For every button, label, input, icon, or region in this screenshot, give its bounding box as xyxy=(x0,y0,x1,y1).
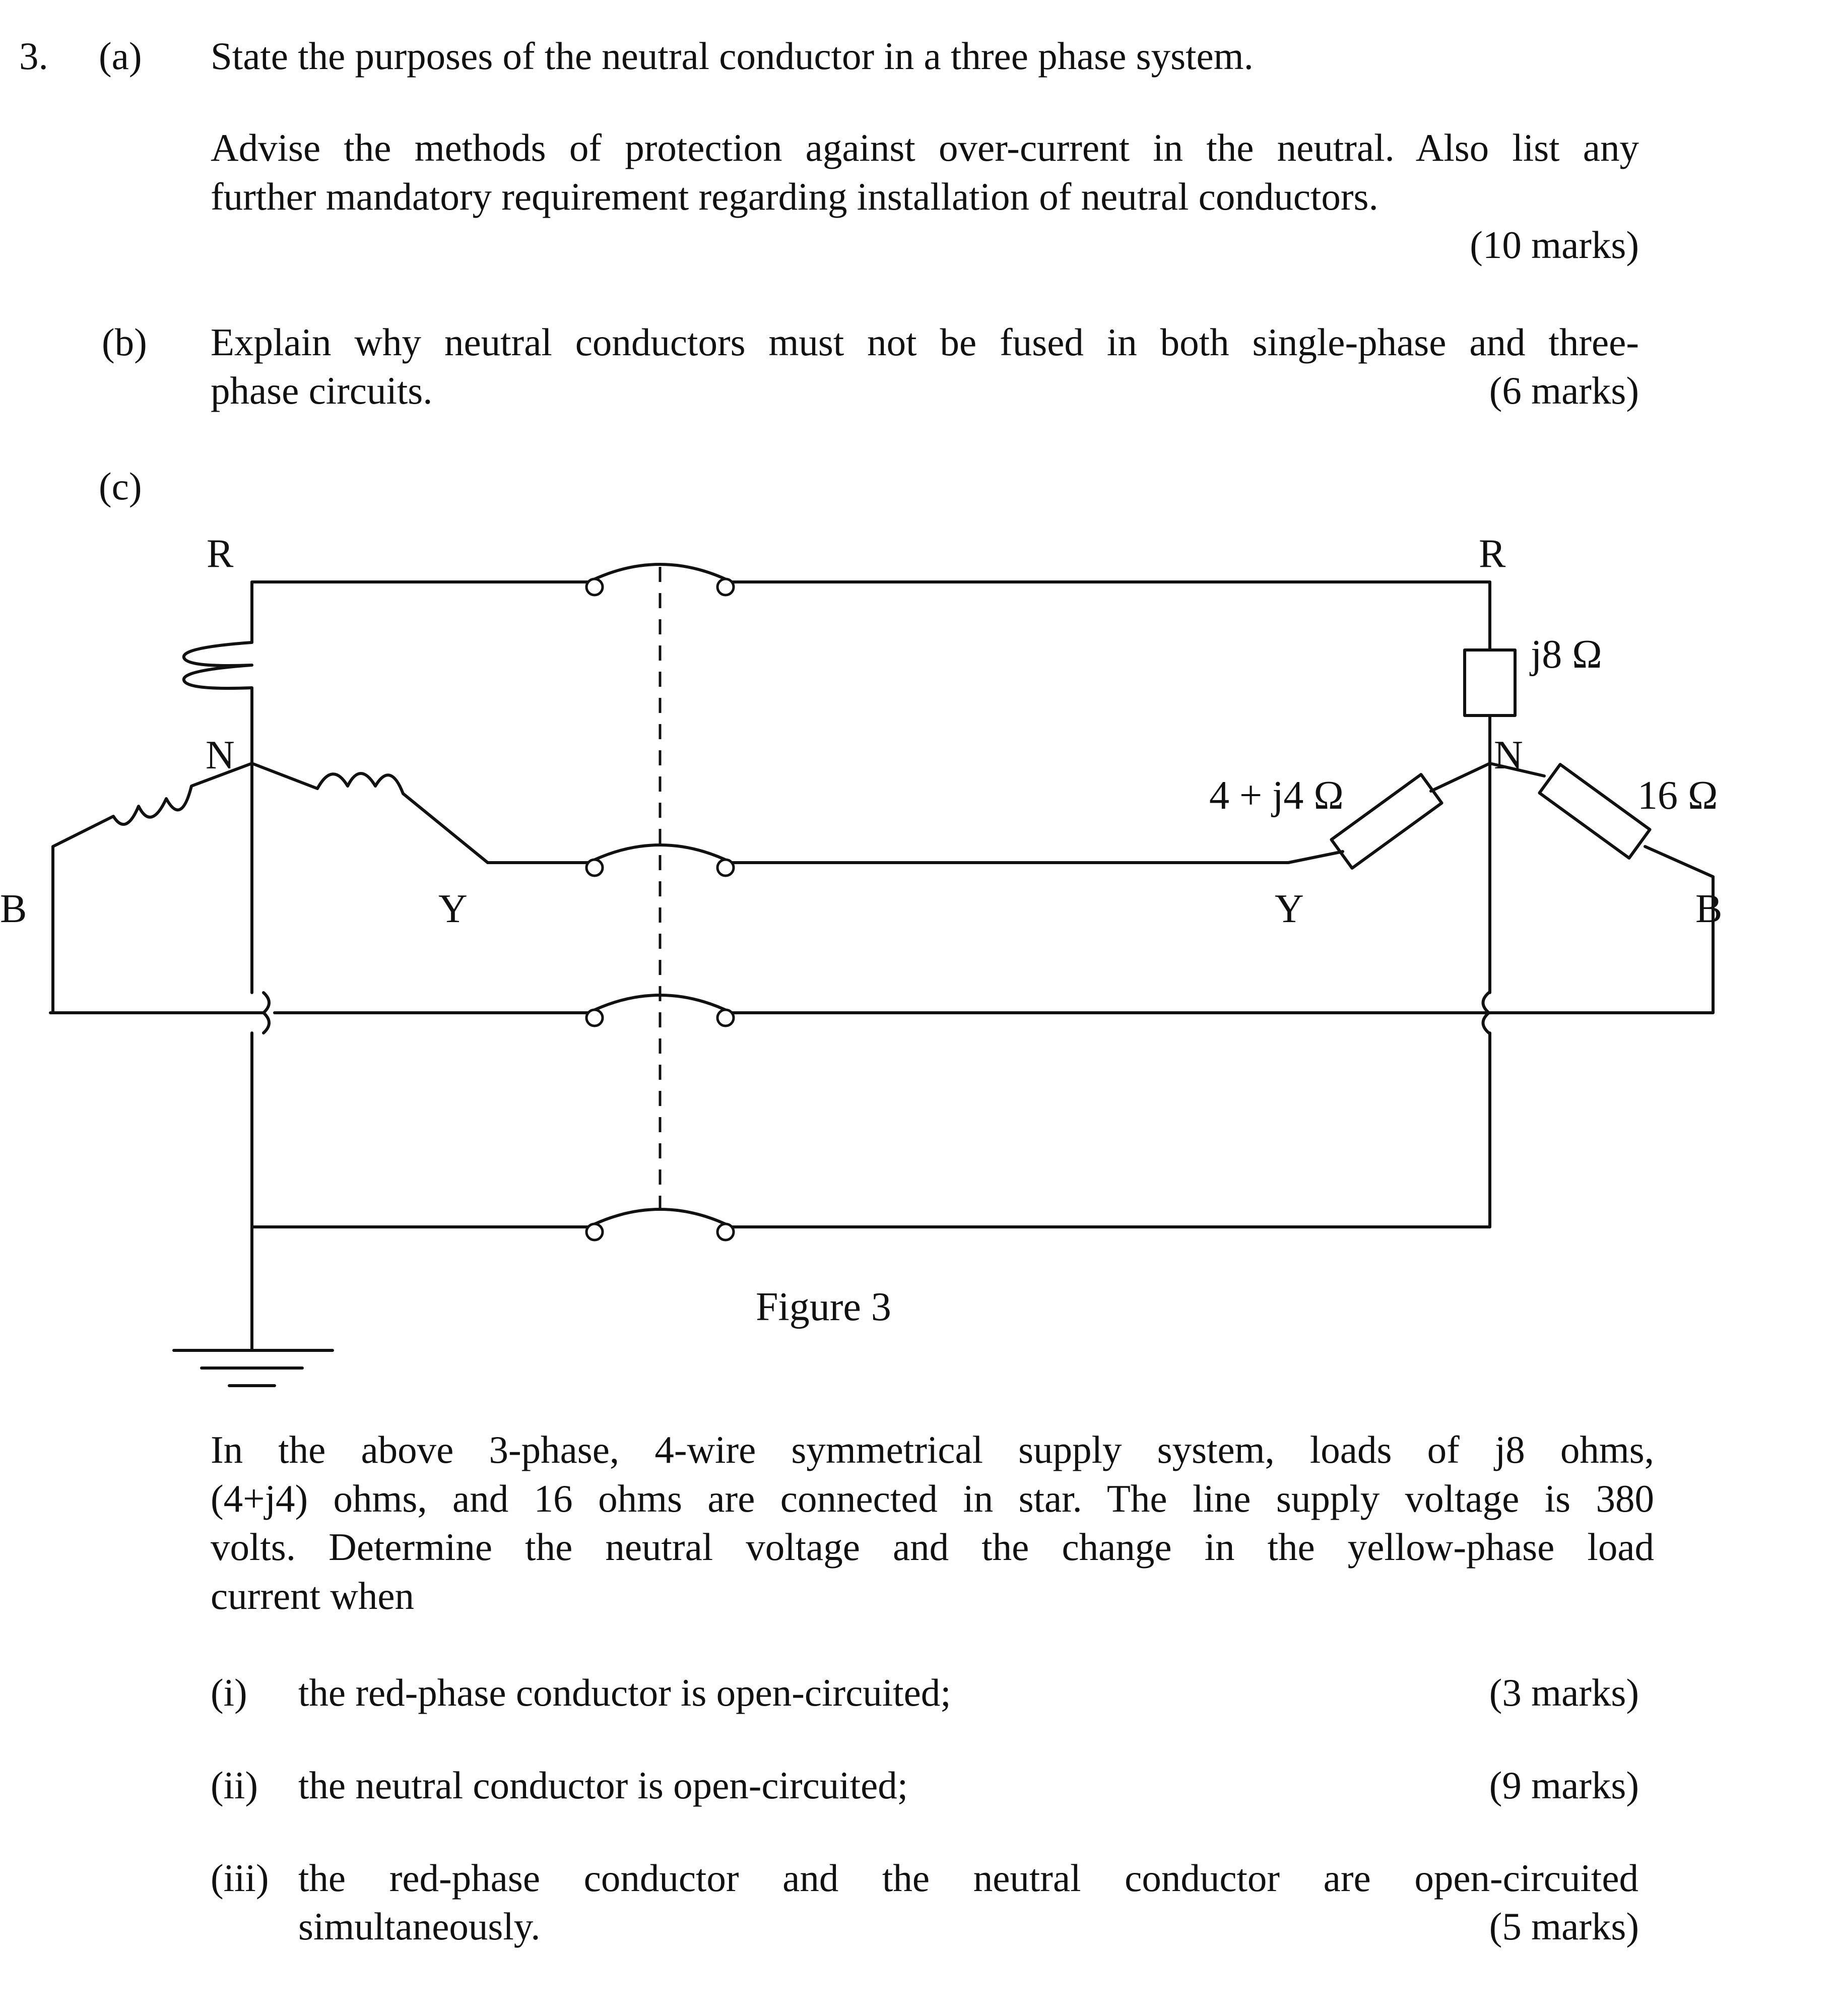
supply-y-label: Y xyxy=(438,887,468,931)
item-iii-text-line-1: the red-phase conductor and the neutral conductor are open-circuited xyxy=(298,1856,1638,1900)
part-c-para-line-2: (4+j4) ohms, and 16 ohms are connected in star. The line supply voltage is 380 xyxy=(211,1477,1654,1520)
load-r-label: R xyxy=(1479,532,1506,576)
part-a-label: (a) xyxy=(99,34,142,78)
part-a-line-2: Advise the methods of protection against over-current in the neutral. Also list any xyxy=(211,126,1639,169)
item-i-text: the red-phase conductor is open-circuited; xyxy=(298,1671,951,1714)
item-ii-marks: (9 marks) xyxy=(1489,1764,1639,1807)
supply-n-label: N xyxy=(206,733,235,777)
load-red-impedance xyxy=(1465,650,1515,716)
part-c-para-line-4: current when xyxy=(211,1574,415,1617)
item-iii-text-line-2: simultaneously. xyxy=(298,1905,541,1948)
supply-blue-winding xyxy=(53,763,252,1013)
switch-contact xyxy=(717,860,734,876)
item-i-number: (i) xyxy=(211,1671,247,1714)
part-c-label: (c) xyxy=(99,465,142,508)
part-b-marks: (6 marks) xyxy=(1489,369,1639,412)
part-a-marks: (10 marks) xyxy=(1470,223,1639,267)
switch-contact xyxy=(586,1224,603,1240)
part-a-line-1: State the purposes of the neutral conductor in a three phase system. xyxy=(211,34,1254,78)
item-ii-number: (ii) xyxy=(211,1764,258,1807)
neutral-conductor xyxy=(252,1209,1490,1227)
switch-contact xyxy=(717,1224,734,1240)
z-blue-label: 16 Ω xyxy=(1637,773,1718,818)
load-yellow-impedance xyxy=(1331,774,1441,868)
load-y-label: Y xyxy=(1275,887,1304,931)
part-c-para-line-3: volts. Determine the neutral voltage and the change in the yellow-phase load xyxy=(211,1525,1654,1569)
switch-contact xyxy=(586,860,603,876)
figure-caption: Figure 3 xyxy=(756,1285,891,1329)
item-iii-number: (iii) xyxy=(211,1856,269,1900)
load-b-label: B xyxy=(1695,887,1723,931)
load-blue-impedance xyxy=(1539,764,1650,858)
blue-phase-conductor xyxy=(50,877,1713,1033)
supply-r-label: R xyxy=(207,532,234,576)
supply-b-label: B xyxy=(0,887,27,931)
switch-contact xyxy=(717,1010,734,1026)
z-red-label: j8 Ω xyxy=(1531,632,1602,677)
switch-contact xyxy=(717,579,734,595)
item-iii-marks: (5 marks) xyxy=(1489,1905,1639,1948)
yellow-phase-conductor xyxy=(488,845,1288,863)
part-b-line-2: phase circuits. xyxy=(211,369,433,412)
load-n-label: N xyxy=(1494,733,1523,777)
red-phase-conductor xyxy=(252,564,1490,582)
item-i-marks: (3 marks) xyxy=(1489,1671,1639,1714)
item-ii-text: the neutral conductor is open-circuited; xyxy=(298,1764,908,1807)
supply-yellow-winding xyxy=(252,763,488,863)
part-a-line-3: further mandatory requirement regarding installation of neutral conductors. xyxy=(211,175,1378,218)
switch-contact xyxy=(586,579,603,595)
earth-symbol xyxy=(174,1350,333,1386)
part-c-para-line-1: In the above 3-phase, 4-wire symmetrical supply system, loads of j8 ohms, xyxy=(211,1428,1654,1471)
part-b-label: (b) xyxy=(102,320,147,364)
part-b-line-1: Explain why neutral conductors must not be fused in both single-phase and three- xyxy=(211,320,1639,364)
question-number: 3. xyxy=(19,34,48,78)
switch-contact xyxy=(586,1010,603,1026)
z-yellow-label: 4 + j4 Ω xyxy=(1209,773,1344,818)
